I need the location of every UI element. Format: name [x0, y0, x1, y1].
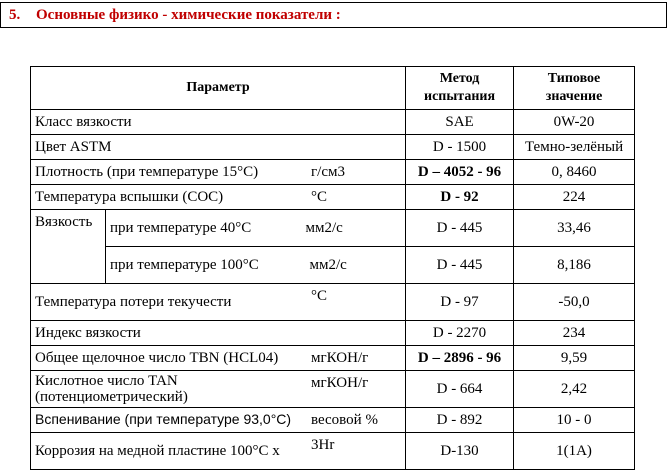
- header-typical: [514, 67, 635, 110]
- table-row: [31, 433, 635, 470]
- table-row: [31, 321, 635, 346]
- param-cell: [31, 346, 406, 371]
- param-cell: [31, 433, 406, 470]
- header-parameter: Параметр: [31, 67, 406, 110]
- value-cell: 0, 8460: [514, 160, 635, 185]
- header-method: [406, 67, 514, 110]
- method-cell: D – 2896 - 96: [406, 346, 514, 371]
- method-cell: D - 1500: [406, 135, 514, 160]
- value-cell: -50,0: [514, 284, 635, 321]
- param-cell: [31, 284, 406, 321]
- header-row: [31, 67, 635, 110]
- table-row: [31, 247, 635, 284]
- table-row: [31, 371, 635, 408]
- param-text-line2: (потенциометрический): [35, 389, 188, 405]
- value-cell: 0W-20: [514, 110, 635, 135]
- method-cell: D - 664: [406, 371, 514, 408]
- param-cell: [31, 371, 406, 408]
- value-cell: 33,46: [514, 210, 635, 247]
- value-cell: Темно-зелёный: [514, 135, 635, 160]
- table-row: [31, 185, 635, 210]
- method-cell: D - 445: [406, 210, 514, 247]
- table-row: [31, 135, 635, 160]
- unit-cell: мм2/с: [302, 210, 406, 247]
- param-cell: [31, 185, 406, 210]
- param-text: Температура вспышки (COC): [35, 188, 224, 205]
- param-cell: Цвет ASTM: [31, 135, 406, 160]
- method-cell: D - 2270: [406, 321, 514, 346]
- unit-text: мгКОН/г: [311, 375, 369, 391]
- value-cell: 2,42: [514, 371, 635, 408]
- section-header: [0, 2, 667, 28]
- method-cell: D - 97: [406, 284, 514, 321]
- param-text: Коррозия на медной пластине 100°C x: [35, 442, 280, 459]
- unit-cell: мм2/с: [302, 247, 406, 284]
- unit-text: °C: [311, 189, 328, 205]
- unit-text: г/см3: [311, 164, 345, 180]
- section-title: Основные физико - химические показатели :: [36, 7, 341, 23]
- value-cell: 10 - 0: [514, 408, 635, 433]
- header-method-line2: испытания: [424, 89, 496, 104]
- param-cell: Индекс вязкости: [31, 321, 406, 346]
- unit-text: мгКОН/г: [311, 350, 369, 366]
- table-row: [31, 408, 635, 433]
- method-cell: D-130: [406, 433, 514, 470]
- sub-param-cell: при температуре 100°C: [106, 247, 302, 284]
- method-cell: D – 4052 - 96: [406, 160, 514, 185]
- param-text: Кислотное число TAN: [35, 373, 178, 389]
- table-row: [31, 210, 635, 247]
- value-cell: 8,186: [514, 247, 635, 284]
- unit-text: весовой %: [311, 412, 378, 428]
- value-cell: 1(1A): [514, 433, 635, 470]
- value-cell: 9,59: [514, 346, 635, 371]
- method-cell: D - 892: [406, 408, 514, 433]
- section-number: 5.: [9, 7, 21, 23]
- param-cell: Класс вязкости: [31, 110, 406, 135]
- param-text: Вспенивание (при температуре 93,0°C): [35, 411, 292, 427]
- properties-table: [30, 66, 635, 470]
- method-cell: SAE: [406, 110, 514, 135]
- header-typical-line1: Типовое: [547, 71, 601, 86]
- sub-param-cell: при температуре 40°C: [106, 210, 302, 247]
- table-row: [31, 284, 635, 321]
- header-method-line1: Метод: [439, 71, 480, 86]
- param-cell: Вязкость: [31, 210, 106, 284]
- unit-text: 3Hr: [311, 437, 335, 453]
- unit-text: °C: [311, 288, 328, 304]
- param-text: Плотность (при температуре 15°C): [35, 163, 259, 180]
- method-cell: D - 92: [406, 185, 514, 210]
- value-cell: 234: [514, 321, 635, 346]
- method-cell: D - 445: [406, 247, 514, 284]
- table-row: [31, 160, 635, 185]
- param-text: Температура потери текучести: [35, 293, 232, 310]
- param-text: Общее щелочное число TBN (HCL04): [35, 349, 279, 366]
- header-typical-line2: значение: [545, 89, 603, 104]
- table-row: [31, 110, 635, 135]
- param-cell: [31, 408, 406, 433]
- value-cell: 224: [514, 185, 635, 210]
- param-cell: [31, 160, 406, 185]
- table-row: [31, 346, 635, 371]
